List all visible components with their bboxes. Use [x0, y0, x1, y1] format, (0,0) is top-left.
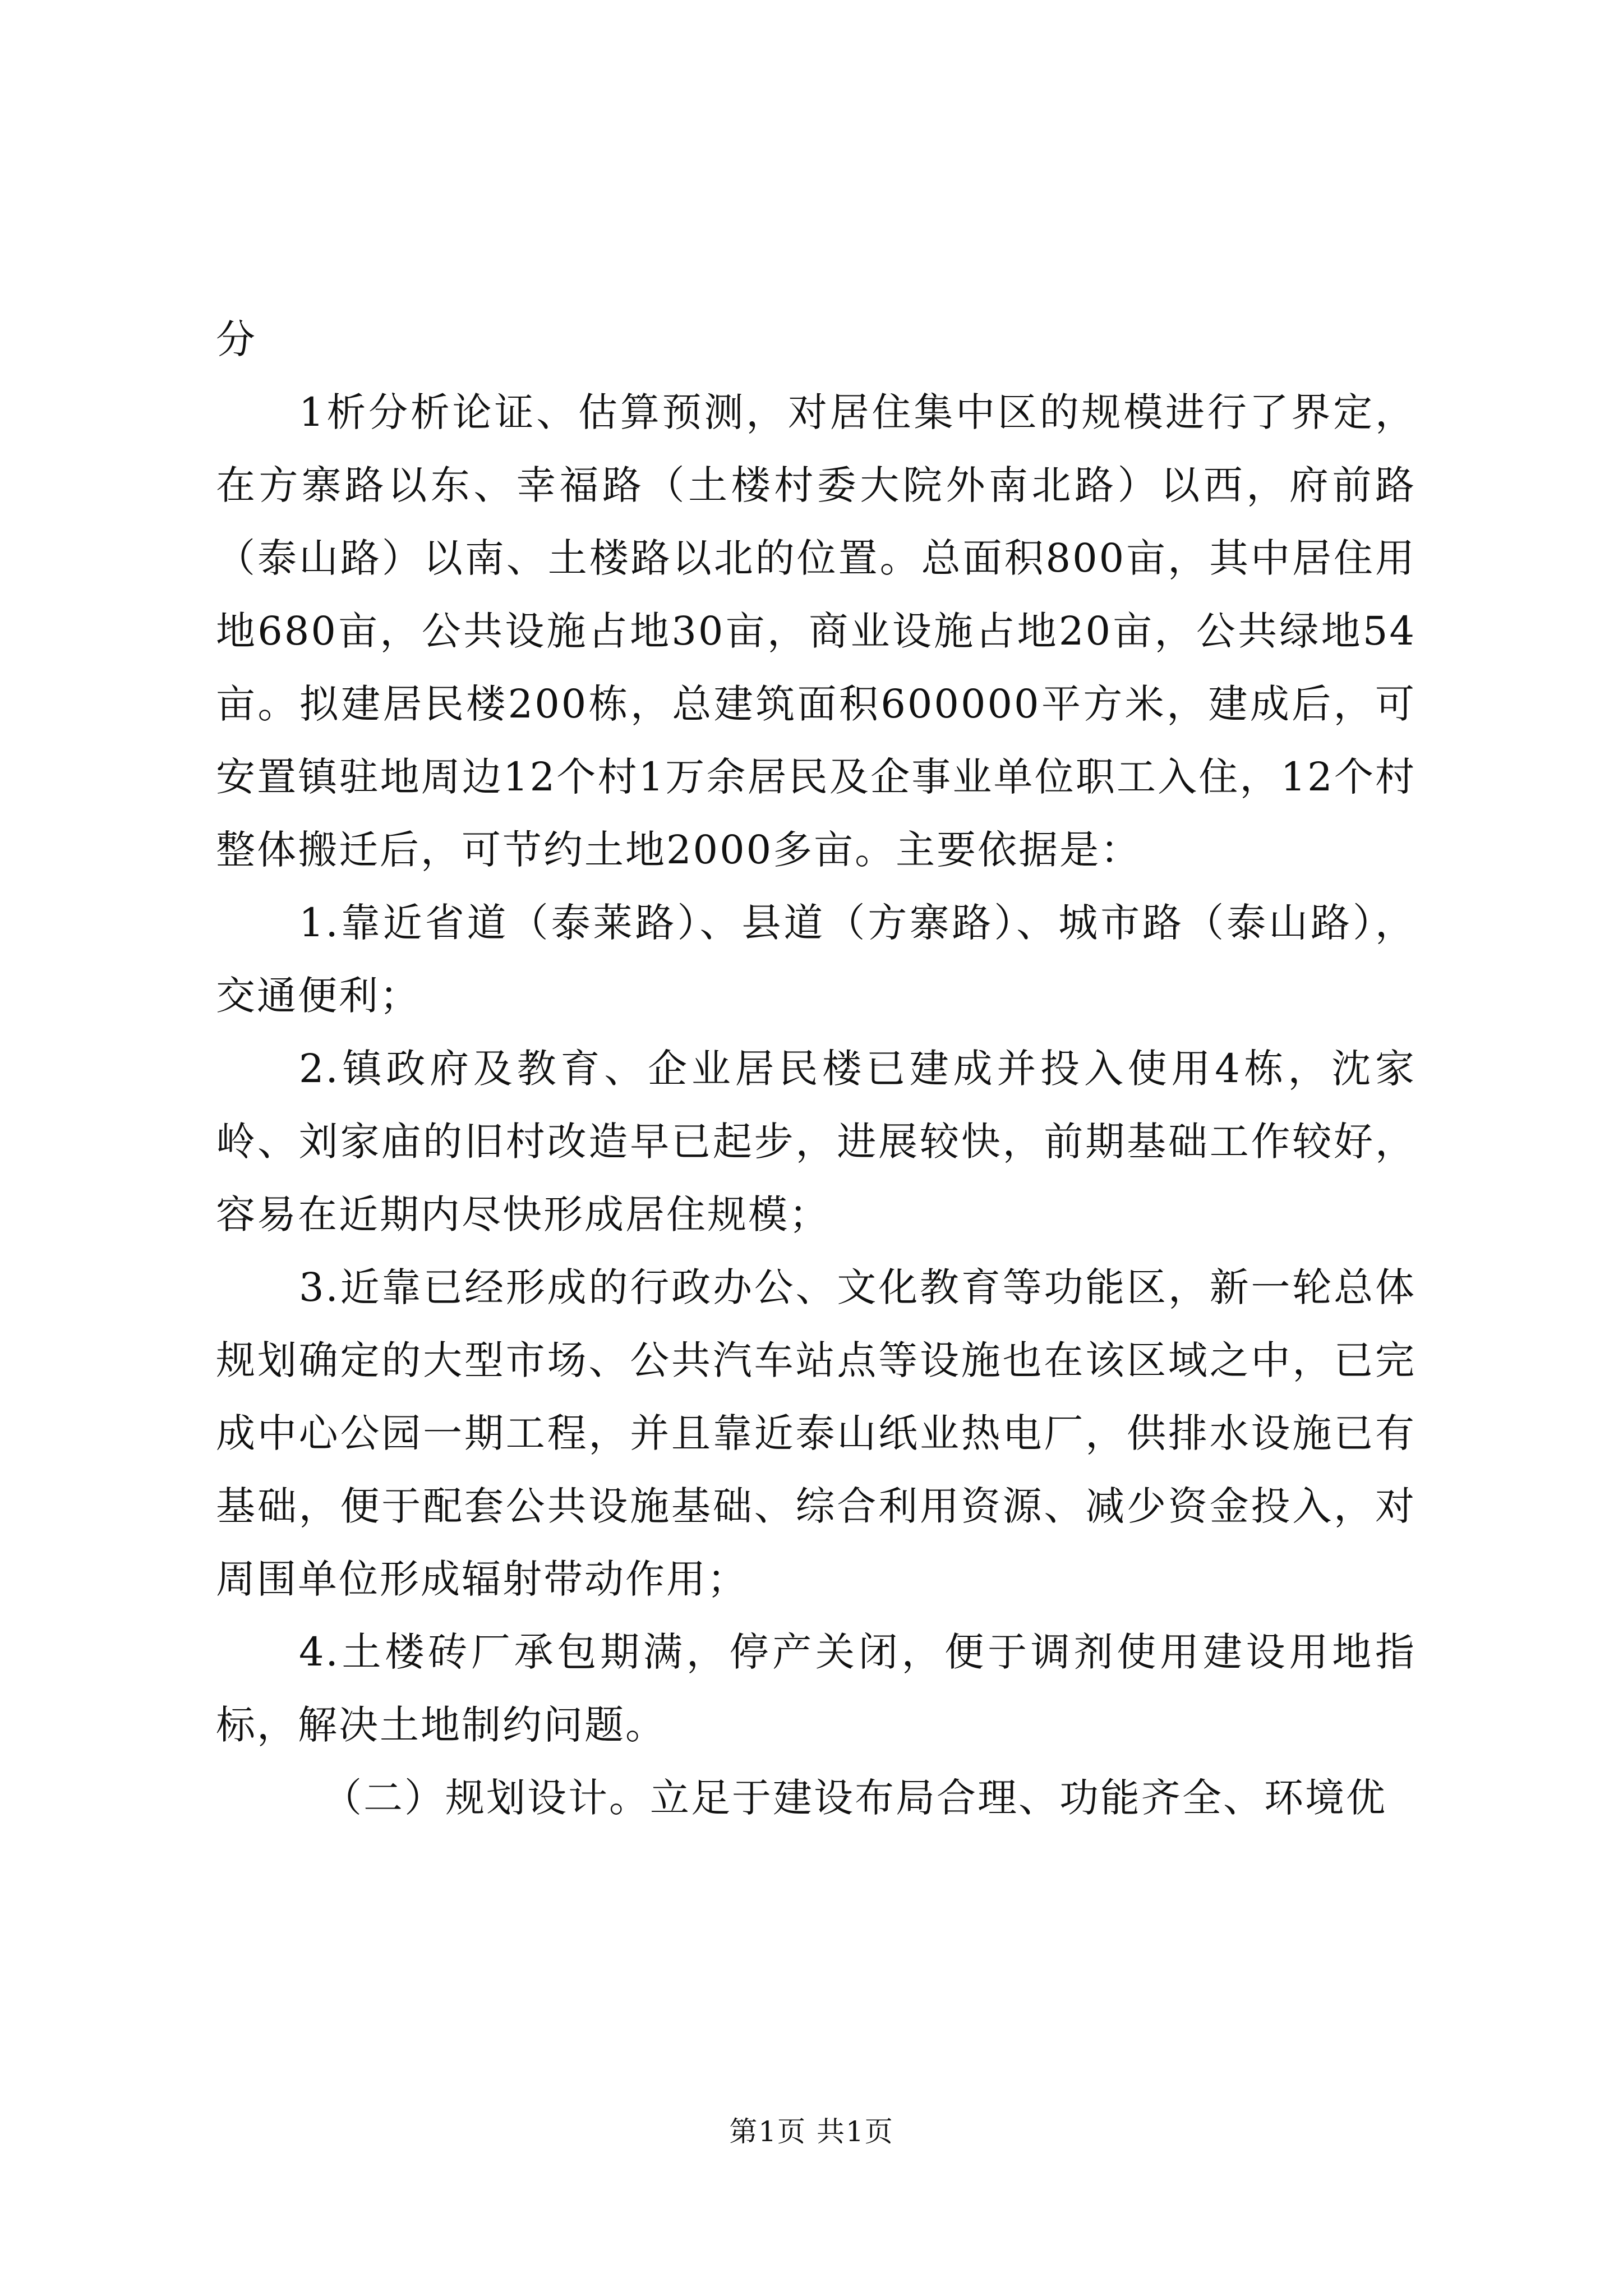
document-body [216, 303, 1416, 1834]
paragraph-basis-1: 1.靠近省道（泰莱路）、县道（方寨路）、城市路（泰山路），交通便利； [216, 900, 1416, 1019]
paragraph-basis-2: 2.镇政府及教育、企业居民楼已建成并投入使用4栋，沈家岭、刘家庙的旧村改造早已起步，进展较快，前期基础工作较好，容易在近期内尽快形成居住规模； [216, 1046, 1416, 1237]
paragraph-continuation: 分 [216, 316, 257, 362]
paragraph-analysis: 1析分析论证、估算预测，对居住集中区的规模进行了界定，在方寨路以东、幸福路（土楼村委大院外南北路）以西，府前路（泰山路）以南、土楼路以北的位置。总面积800亩，其中居住用地680亩，公共设施占地30亩，商业设施占地20亩，公共绿地54亩。拟建居民楼200栋，总建筑面积600000平方米，建成后，可安置镇驻地周边12个村1万余居民及企事业单位职工入住，12个村整体搬迁后，可节约土地2000多亩。主要依据是： [216, 389, 1416, 873]
paragraph-basis-3: 3.近靠已经形成的行政办公、文化教育等功能区，新一轮总体规划确定的大型市场、公共汽车站点等设施也在该区域之中，已完成中心公园一期工程，并且靠近泰山纸业热电厂，供排水设施已有基础，便于配套公共设施基础、综合利用资源、减少资金投入，对周围单位形成辐射带动作用； [216, 1264, 1416, 1602]
paragraph-basis-4: 4.土楼砖厂承包期满，停产关闭，便于调剂使用建设用地指标，解决土地制约问题。 [216, 1629, 1416, 1748]
page-footer: 第1页 共1页 [729, 2115, 894, 2148]
paragraph-planning-design: （二）规划设计。立足于建设布局合理、功能齐全、环境优 [322, 1775, 1387, 1821]
